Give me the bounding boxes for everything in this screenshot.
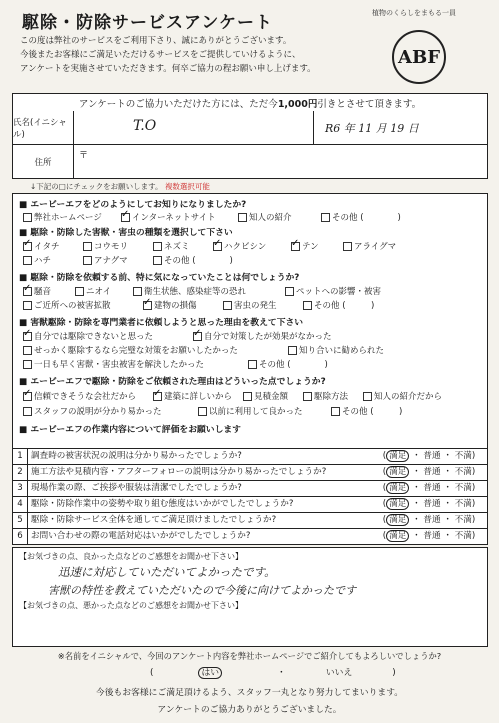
q3-option[interactable]: ✓ 建物の損傷 [143,299,197,311]
q2-option[interactable]: ✓ テン [291,240,319,252]
checkbox[interactable] [213,242,222,251]
checkbox[interactable] [223,301,232,310]
evaluation-row: 6 お問い合わせの際の電話対応はいかがでしたでしょうか? ( 満足 ・ 普通 ・ 不満) [13,528,487,544]
intro-text [20,34,380,76]
checkbox[interactable] [133,287,142,296]
discount-banner [12,93,488,112]
q2-option[interactable]: ネズミ [153,240,190,252]
rating-choices[interactable]: ( 満足 ・ 普通 ・ 不満) [382,515,476,525]
evaluation-heading: ■ エービーエフの作業内容について評価をお願いします [19,425,241,435]
rating-choices[interactable]: ( 満足 ・ 普通 ・ 不満) [382,451,476,461]
intro-line: アンケートを実施させていただきます。何卒ご協力の程お願い申し上げます。 [20,64,316,74]
checkbox[interactable] [121,213,130,222]
consent-yes[interactable]: はい [198,667,222,679]
banner-amount: 1,000円 [277,98,318,110]
good-comment-line: 害獣の特性を教えていただいたので今後に向けてよかったです [48,584,356,597]
checkbox[interactable] [23,346,32,355]
q5-question: ■ エービーエフで駆除・防除をご依頼された理由はどういった点でしょうか? [19,377,326,387]
checkbox[interactable] [23,332,32,341]
checkbox[interactable] [303,301,312,310]
q3-option[interactable]: ご近所への被害拡散 [23,299,111,311]
q1-option[interactable]: 弊社ホームページ [23,211,102,223]
checkbox[interactable] [23,392,32,401]
checkbox[interactable] [75,287,84,296]
checkbox[interactable] [83,256,92,265]
address-row [12,145,488,179]
rating-choices[interactable]: ( 満足 ・ 普通 ・ 不満) [382,499,476,509]
rating-choices[interactable]: ( 満足 ・ 普通 ・ 不満) [382,531,476,541]
checkbox[interactable] [23,287,32,296]
rating-selected[interactable]: 満足 [386,466,409,478]
closing-line: 今後もお客様にご満足頂けるよう、スタッフ一丸となり努力してまいります。 [95,688,404,698]
note-multiple: 複数選択可能 [164,182,210,191]
q5-option[interactable]: 知人の紹介だから [363,390,442,402]
consent-question: ※名前をイニシャルで、今回のアンケート内容を弊社ホームページでご紹介してもよろしいでしょうか? [57,651,442,661]
q2-option[interactable]: その他 ( ) [153,254,233,266]
q3-option[interactable]: ペットへの影響・被害 [285,285,381,297]
checkbox[interactable] [238,213,247,222]
checkbox[interactable] [321,213,330,222]
q5-option[interactable]: 見積金額 [243,390,288,402]
q4-option[interactable]: 知り合いに勧められた [288,344,384,356]
q2-option[interactable]: ハチ [23,254,51,266]
page-title: 駆除・防除サービスアンケート [22,13,273,33]
q5-option[interactable]: スタッフの説明が分かり易かった [23,405,162,417]
checkbox[interactable] [248,360,257,369]
q2-option[interactable]: アライグマ [343,240,396,252]
q5-option[interactable]: その他 ( ) [331,405,402,417]
rating-selected[interactable]: 満足 [386,450,409,462]
evaluation-table [12,448,488,545]
checkbox[interactable] [23,360,32,369]
q1-question: ■ エービーエフをどのようにしてお知りになりましたか? [19,200,247,210]
checkbox[interactable] [303,392,312,401]
banner-prefix: アンケートのご協力いただけた方には、ただ今 [78,98,278,110]
q4-option[interactable]: 一日も早く害獣・害虫被害を解決したかった [23,358,204,370]
checkbox[interactable] [153,242,162,251]
q3-option[interactable]: 衛生状態、感染症等の恐れ [133,285,246,297]
q4-option[interactable]: ✓ 自分で対策したが効果がなかった [193,330,332,342]
checkbox[interactable] [198,407,207,416]
checkbox[interactable] [343,242,352,251]
name-row [12,111,488,145]
questions-section [12,193,488,450]
banner-suffix: 引きとさせて頂きます。 [317,98,422,110]
postal-mark: 〒 [79,151,89,161]
q3-option[interactable]: ニオイ [75,285,111,297]
checkbox[interactable] [288,346,297,355]
logo-text: ABF [398,46,440,68]
name-label: 氏名(イニシャル) [13,111,74,144]
q4-question: ■ 害獣駆除・防除を専門業者に依頼しようと思った理由を教えて下さい [19,318,304,328]
evaluation-row: 3 現場作業の際、ご挨拶や服装は清潔でしたでしょうか? ( 満足 ・ 普通 ・ 不満) [13,480,487,496]
rating-selected[interactable]: 満足 [386,530,409,542]
q2-question: ■ 駆除・防除した害獣・害虫の種類を選択して下さい [19,228,233,238]
checkbox[interactable] [153,256,162,265]
note-text: ↓下記の□にチェックをお願いします。 [30,182,163,191]
company-logo [392,30,446,84]
consent-options: ( はい ・ いいえ ) [150,668,396,678]
bad-comments-heading: 【お気づきの点、悪かった点などのご感想をお聞かせ下さい】 [19,601,243,610]
checkbox[interactable] [23,407,32,416]
q2-option[interactable]: アナグマ [83,254,128,266]
q4-option[interactable]: ✓ 自分では駆除できないと思った [23,330,153,342]
check-instruction [30,181,210,192]
closing-thanks: アンケートのご協力ありがとうございました。 [157,705,342,715]
checkbox[interactable] [23,242,32,251]
q1-option[interactable]: 知人の紹介 [238,211,292,223]
good-comment-line: 迅速に対応していただいてよかったです。 [58,565,276,579]
checkbox[interactable] [331,407,340,416]
checkbox[interactable] [285,287,294,296]
logo-caption: 植物のくらしをまもる一員 [372,9,456,17]
checkbox[interactable] [193,332,202,341]
checkbox[interactable] [23,213,32,222]
q3-option[interactable]: その他 ( ) [303,299,374,311]
q3-option[interactable]: ✓ 騒音 [23,285,51,297]
checkbox[interactable] [291,242,300,251]
evaluation-row: 5 駆除・防除サービス全体を通してご満足頂けましたでしょうか? ( 満足 ・ 普通 ・ 不満) [13,512,487,528]
rating-choices[interactable]: ( 満足 ・ 普通 ・ 不満) [382,483,476,493]
intro-line: この度は弊社のサービスをご利用下さり、誠にありがとうございます。 [20,36,292,46]
q2-option[interactable]: ✓ ハクビシン [213,240,266,252]
q1-option[interactable]: その他 ( ) [321,211,401,223]
checkbox[interactable] [23,301,32,310]
rating-selected[interactable]: 満足 [386,498,409,510]
checkbox[interactable] [153,392,162,401]
checkbox[interactable] [243,392,252,401]
checkbox[interactable] [143,301,152,310]
q3-question: ■ 駆除・防除を依頼する前、特に気になっていたことは何でしょうか? [19,273,300,283]
evaluation-row: 2 施工方法や見積内容・アフターフォローの説明は分かり易かったでしょうか? ( 満足 ・ 普通 ・ 不満) [13,464,487,480]
rating-choices[interactable]: ( 満足 ・ 普通 ・ 不満) [382,467,476,477]
rating-selected[interactable]: 満足 [386,514,409,526]
checkbox[interactable] [23,256,32,265]
q4-option[interactable]: その他 ( ) [248,358,328,370]
q5-option[interactable]: 駆除方法 [303,390,348,402]
comments-box[interactable] [12,547,488,647]
evaluation-row: 4 駆除・防除作業中の姿勢や取り組む態度はいかがでしたでしょうか? ( 満足 ・ 普通 ・ 不満) [13,496,487,512]
name-field[interactable]: T.O [133,118,157,134]
q1-option[interactable]: ✓ インターネットサイト [121,211,216,223]
rating-selected[interactable]: 満足 [386,482,409,494]
address-label: 住所 [13,145,74,178]
date-field[interactable]: R6 年 11 月 19 日 [325,122,419,135]
q5-option[interactable]: ✓ 信頼できそうな会社だから [23,390,136,402]
q3-option[interactable]: 害虫の発生 [223,299,277,311]
q2-option[interactable]: コウモリ [83,240,128,252]
consent-no[interactable]: いいえ [325,668,353,678]
good-comments-heading: 【お気づきの点、良かった点などのご感想をお聞かせ下さい】 [19,552,243,561]
checkbox[interactable] [83,242,92,251]
q5-option[interactable]: 以前に利用して良かった [198,405,303,417]
q4-option[interactable]: せっかく駆除するなら完璧な対策をお願いしたかった [23,344,238,356]
intro-line: 今後またお客様にご満足いただけるサービスをご提供していけるように、 [20,50,301,60]
evaluation-row: 1 調査時の被害状況の説明は分かり易かったでしょうか? ( 満足 ・ 普通 ・ 不満) [13,448,487,464]
checkbox[interactable] [363,392,372,401]
q2-option[interactable]: ✓ イタチ [23,240,60,252]
q5-option[interactable]: ✓ 建築に詳しいから [153,390,232,402]
